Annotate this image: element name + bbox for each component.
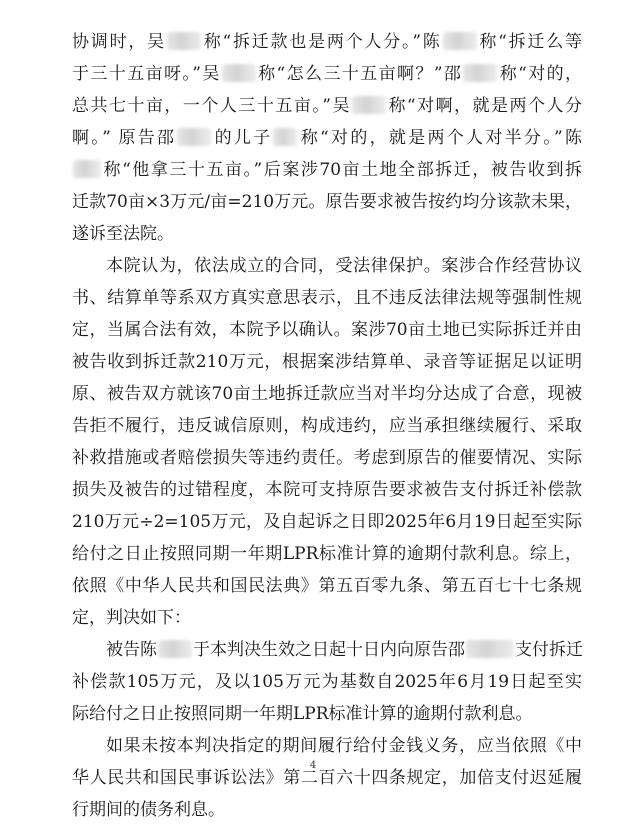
text-line-5: 称“他拿三十五亩。”后案涉70亩土地全部拆迁，被告收到拆 (72, 154, 582, 186)
text-line-25: 行期间的债务利息。 (72, 800, 225, 820)
redacted-name-shao (177, 128, 211, 146)
redacted-name-chen (158, 640, 192, 658)
text-line-22: 际给付之日止按照同期一年期LPR标准计算的逾期付款利息。 (72, 704, 533, 724)
text-line-11: 被告收到拆迁款210万元，根据案涉结算单、录音等证据足以证明 (72, 352, 582, 372)
page-number: 4 (309, 760, 317, 771)
judgment-body (72, 26, 582, 826)
redacted-name-shao (466, 640, 514, 658)
text-line-15: 损失及被告的过错程度，本院可支持原告要求被告支付拆迁补偿款 (72, 480, 582, 500)
text-line-13: 告拒不履行，违反诚信原则，构成违约，应当承担继续履行、采取 (72, 416, 582, 436)
text-line-9: 书、结算单等系双方真实意思表示，且不违反法律法规等强制性规 (72, 288, 582, 308)
text-line-4: 啊。” 原告邵 的儿子 称“对的，就是两个人对半分。”陈 (72, 128, 582, 148)
text-line-20: 被告陈 于本判决生效之日起十日内向原告邵 支付拆迁 (106, 640, 583, 660)
text-line-10: 定，当属合法有效，本院予以确认。案涉70亩土地已实际拆迁并由 (72, 320, 582, 340)
text-line-1: 协调时，吴 称“拆迁款也是两个人分。”陈 称“拆迁么等 (72, 32, 582, 52)
text-line-23: 如果未按本判决指定的期间履行给付金钱义务，应当依照《中 (106, 736, 582, 756)
text-line-6: 迁款70亩×3万元/亩=210万元。原告要求被告按约均分该款未果， (72, 192, 582, 212)
redacted-name-son (273, 128, 297, 146)
text-line-16: 210万元÷2=105万元，及自起诉之日即2025年6月19日起至实际 (72, 512, 582, 532)
text-line-12: 原、被告双方就该70亩土地拆迁款应当对半均分达成了合意，现被 (72, 384, 582, 404)
text-line-8: 本院认为，依法成立的合同，受法律保护。案涉合作经营协议 (106, 256, 582, 276)
text-line-21: 补偿款105万元，及以105万元为基数自2025年6月19日起至实 (72, 672, 582, 692)
text-line-2: 于三十五亩呀。”吴 称“怎么三十五亩啊？”邵 称“对的， (72, 64, 582, 84)
redacted-name-wu (352, 96, 386, 114)
text-line-19: 定，判决如下： (72, 608, 191, 628)
text-line-24: 华人民共和国民事诉讼法》第二百六十四条规定，加倍支付迟延履 (72, 768, 582, 788)
redacted-name-wu (167, 32, 201, 50)
redacted-name-chen (443, 32, 477, 50)
redacted-name-shao (463, 64, 497, 82)
text-line-17: 给付之日止按照同期一年期LPR标准计算的逾期付款利息。综上， (72, 544, 582, 564)
text-line-7: 遂诉至法院。 (72, 224, 174, 244)
text-line-3: 总共七十亩，一个人三十五亩。”吴 称“对啊，就是两个人分 (72, 96, 582, 116)
redacted-name-wu (222, 64, 256, 82)
redacted-name-chen (73, 160, 101, 178)
text-line-14: 补救措施或者赔偿损失等违约责任。考虑到原告的催要情况、实际 (72, 448, 582, 468)
text-line-18: 依照《中华人民共和国民法典》第五百零九条、第五百七十七条规 (72, 576, 582, 596)
